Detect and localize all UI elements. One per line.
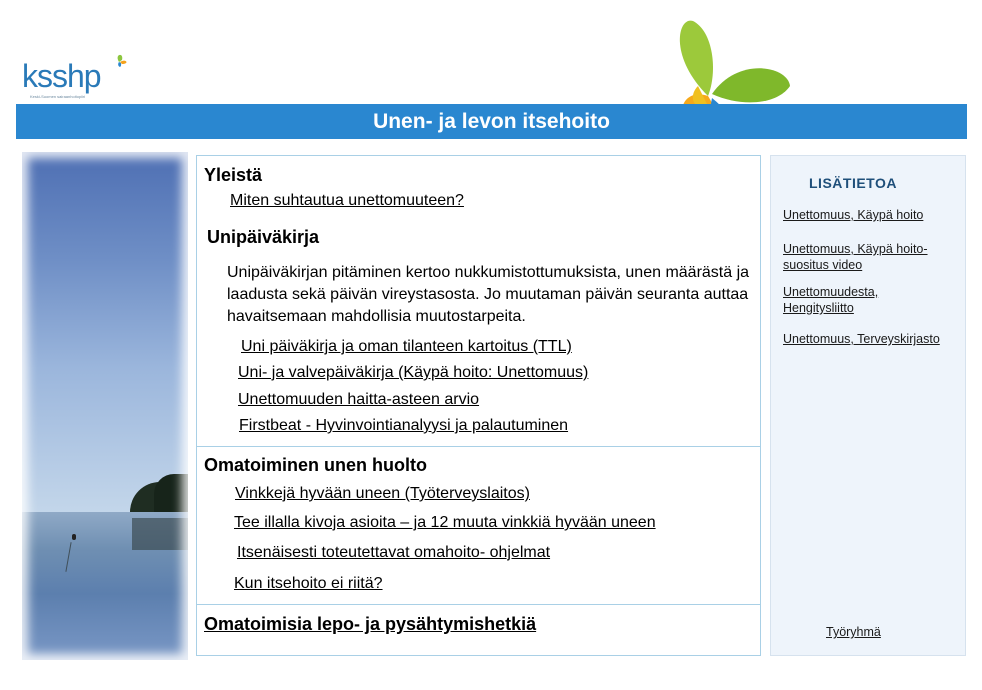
section-omatoiminen-unen-huolto bbox=[197, 446, 760, 605]
butterfly-logo-icon bbox=[110, 52, 130, 72]
link-lepo-pysahtymishetkia[interactable]: Omatoimisia lepo- ja pysähtymishetkiä bbox=[204, 614, 537, 634]
sidebar-link-terveyskirjasto[interactable]: Unettomuus, Terveyskirjasto bbox=[783, 332, 940, 346]
paragraph-unipaivakirja: Unipäiväkirjan pitäminen kertoo nukkumistottumuksista, unen määrästä ja laadusta sekä päivän vireystasosta. Jo muutaman päivän seuranta auttaa havaitsemaan mahdollisia muutostarpeita. bbox=[227, 264, 750, 325]
sidebar-link-tyoryhma[interactable]: Työryhmä bbox=[826, 625, 881, 639]
link-miten-suhtautua[interactable]: Miten suhtautua unettomuuteen? bbox=[230, 192, 464, 209]
link-vinkkeja-hyvaan-uneen[interactable]: Vinkkejä hyvään uneen (Työterveyslaitos) bbox=[235, 485, 530, 502]
logo-tagline: Keski-Suomen sairaanhoitopiiri bbox=[30, 94, 86, 99]
sidebar-lisatietoa bbox=[770, 155, 966, 656]
title-bar bbox=[16, 104, 967, 139]
section-yleista bbox=[197, 156, 760, 447]
link-omahoito-ohjelmat[interactable]: Itsenäisesti toteutettavat omahoito- ohjelmat bbox=[237, 544, 551, 561]
heading-unipaivakirja: Unipäiväkirja bbox=[207, 227, 320, 247]
sidebar-title: LISÄTIETOA bbox=[809, 175, 897, 191]
link-tee-illalla-kivoja[interactable]: Tee illalla kivoja asioita – ja 12 muuta vinkkiä hyvään uneen bbox=[234, 514, 656, 531]
lake-photo bbox=[22, 152, 188, 660]
photo-vignette bbox=[22, 152, 188, 660]
link-kun-itsehoito-ei-riita[interactable]: Kun itsehoito ei riitä? bbox=[234, 575, 383, 592]
heading-yleista: Yleistä bbox=[204, 165, 263, 185]
link-firstbeat[interactable]: Firstbeat - Hyvinvointianalyysi ja palautuminen bbox=[239, 417, 569, 434]
main-content-panel bbox=[196, 155, 761, 656]
heading-omatoiminen-unen-huolto: Omatoiminen unen huolto bbox=[204, 455, 427, 475]
link-haitta-asteen-arvio[interactable]: Unettomuuden haitta-asteen arvio bbox=[238, 391, 480, 408]
ksshp-logo[interactable] bbox=[22, 52, 132, 102]
sidebar-link-kaypa-hoito[interactable]: Unettomuus, Käypä hoito bbox=[783, 208, 924, 222]
sidebar-link-kaypa-hoito-video[interactable]: Unettomuus, Käypä hoito-suositus video bbox=[783, 242, 928, 272]
logo-text: ksshp bbox=[22, 58, 101, 94]
section-lepo-pysahtymishetkia bbox=[197, 604, 760, 656]
sidebar-link-hengitysliitto[interactable]: Unettomuudesta, Hengitysliitto bbox=[783, 285, 879, 315]
link-unipaivakirja-ttl[interactable]: Uni päiväkirja ja oman tilanteen kartoitus (TTL) bbox=[241, 338, 572, 355]
link-uni-valvepaivakirja[interactable]: Uni- ja valvepäiväkirja (Käypä hoito: Unettomuus) bbox=[238, 364, 589, 381]
page-title: Unen- ja levon itsehoito bbox=[373, 109, 610, 133]
